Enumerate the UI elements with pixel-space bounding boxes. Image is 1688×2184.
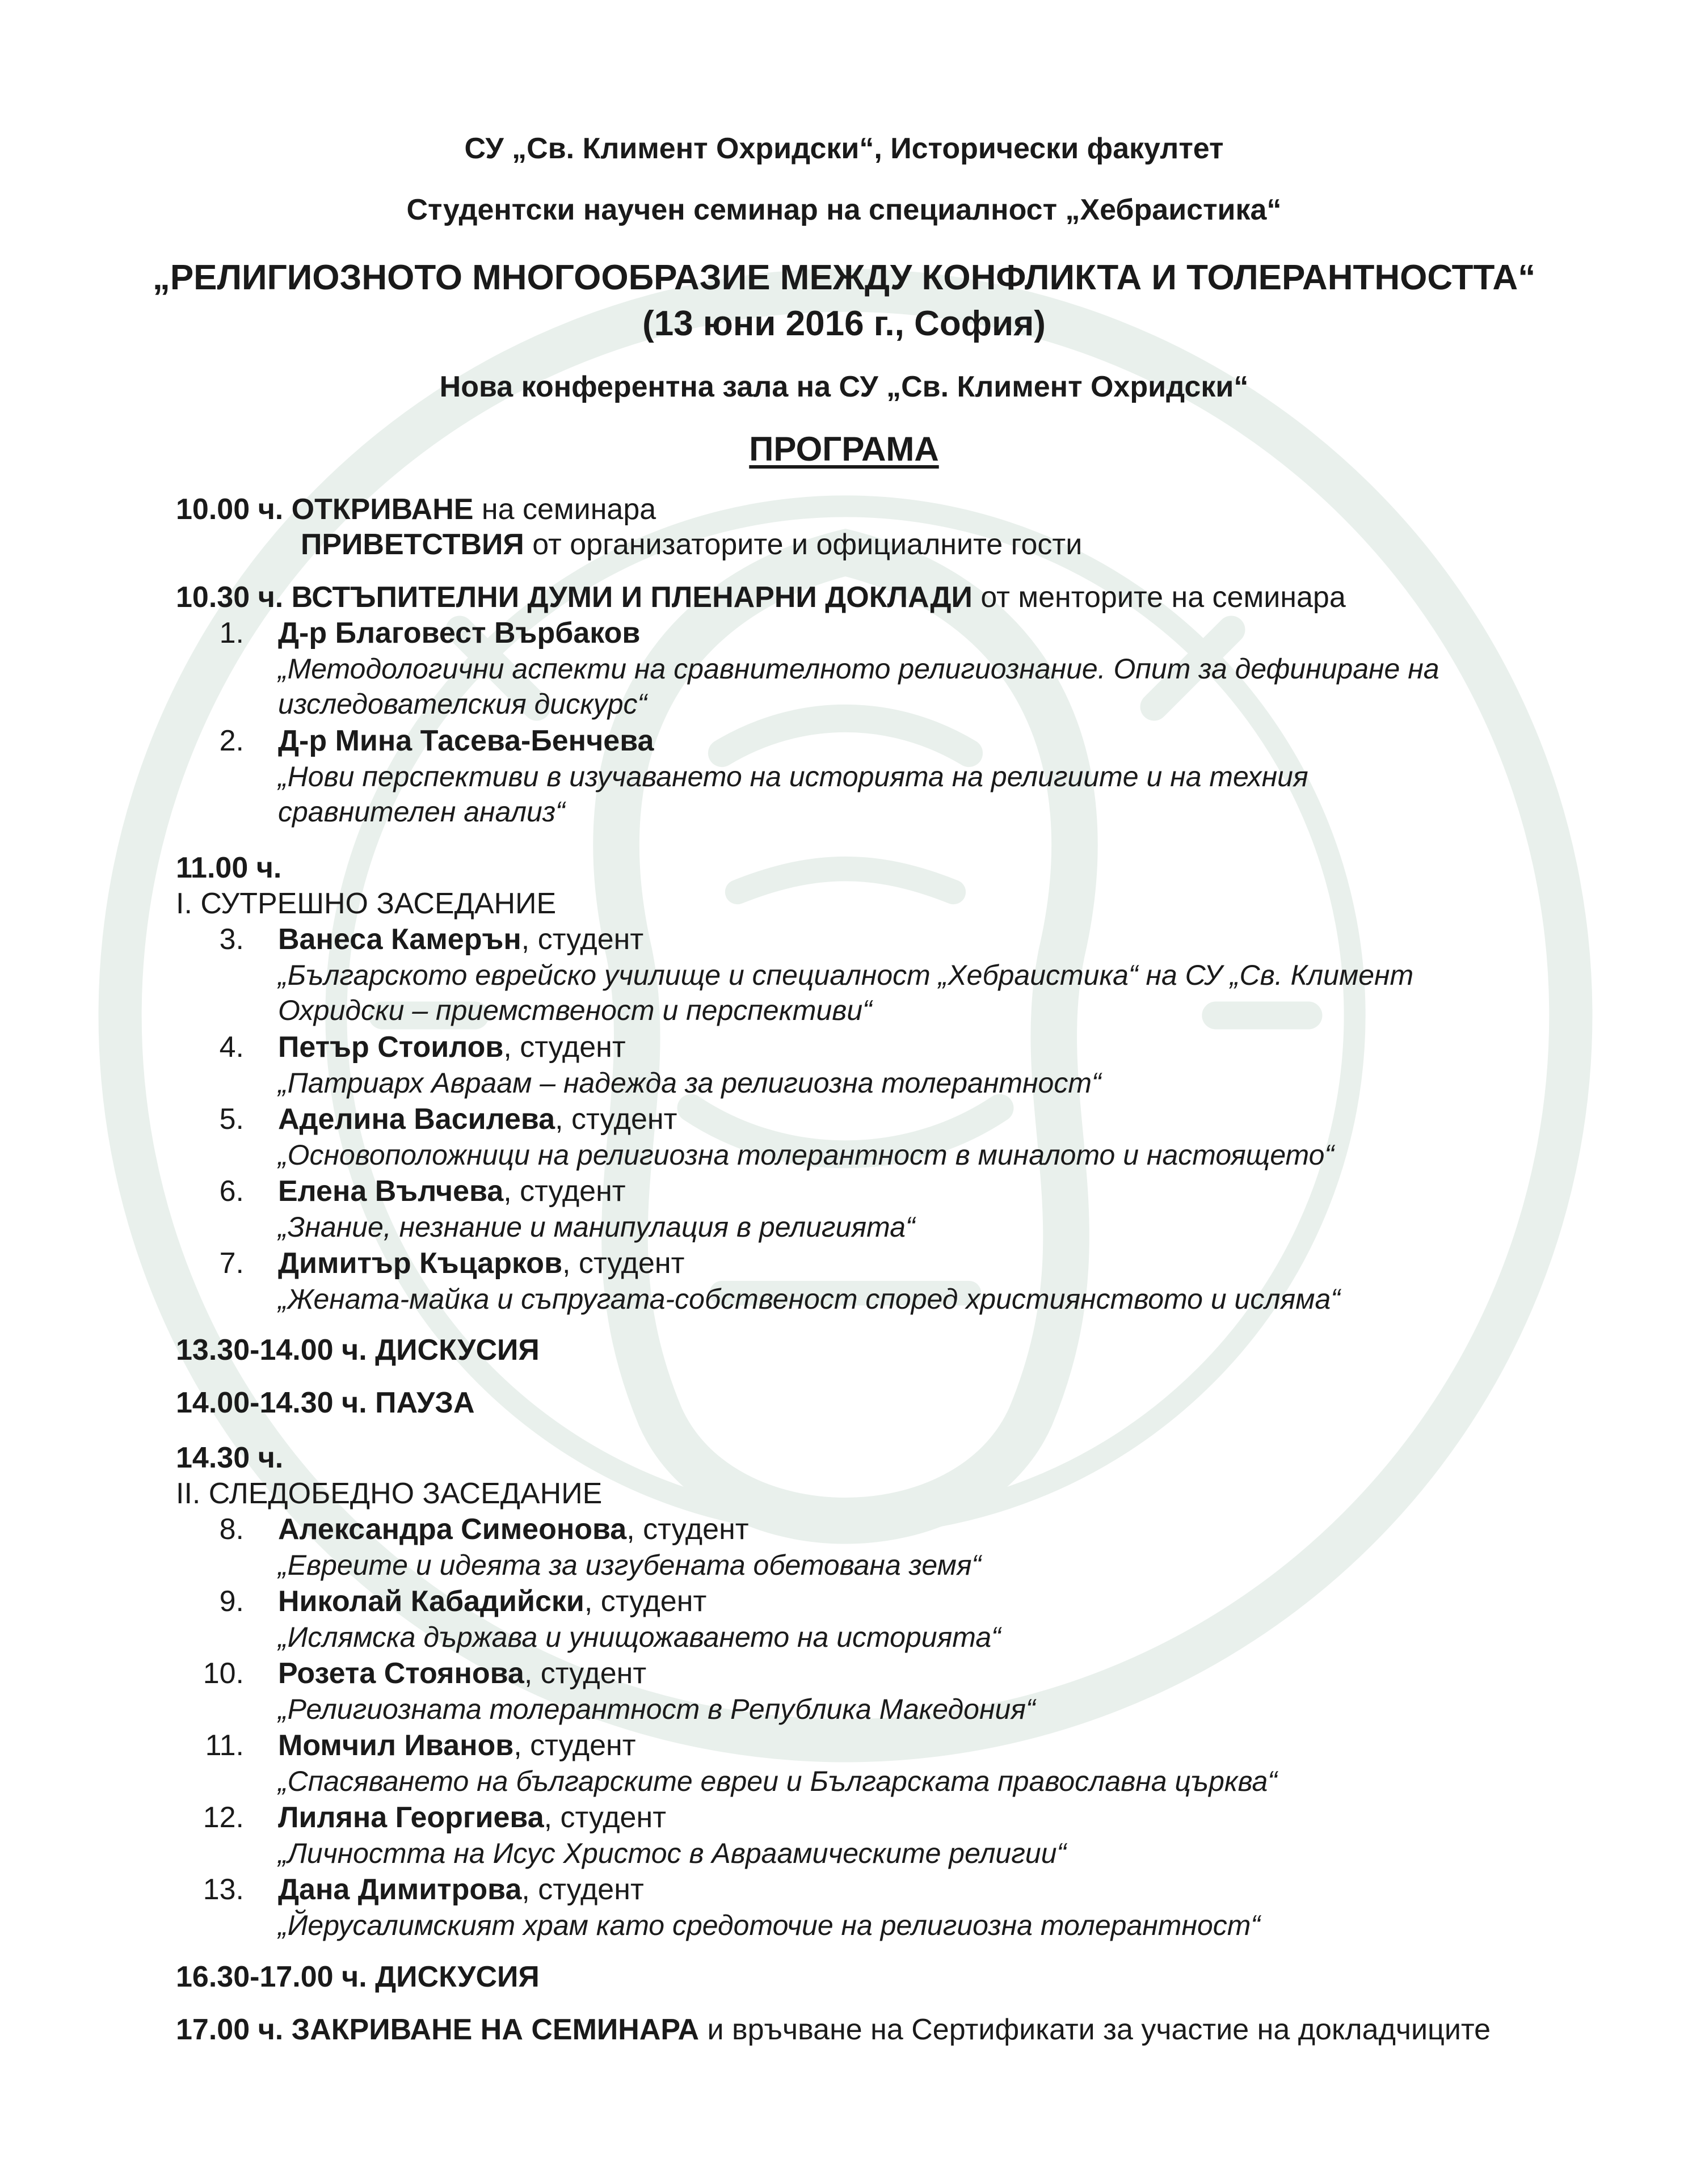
talk-speaker-line	[278, 1246, 684, 1280]
talk-number: 4.	[219, 1031, 244, 1064]
talk-title-line: „Личността на Исус Христос в Авраамическите религии“	[278, 1837, 1067, 1869]
university-heading: СУ „Св. Климент Охридски“, Исторически факултет	[464, 132, 1224, 165]
talk-speaker-line	[278, 1873, 644, 1907]
talk-title-line: „Ислямска държава и унищожаването на историята“	[278, 1621, 1001, 1653]
talk-number: 7.	[219, 1247, 244, 1280]
program-title: ПРОГРАМА	[749, 430, 939, 468]
talk-number: 6.	[219, 1175, 244, 1208]
talk-title-line: Охридски – приемственост и перспективи“	[278, 994, 872, 1026]
greetings-label: ПРИВЕТСТВИЯ	[301, 528, 524, 561]
talk-speaker-line	[278, 1030, 626, 1064]
talk-title-line: „Знание, незнание и манипулация в религията“	[278, 1211, 915, 1243]
talk-role: , студент	[513, 1729, 636, 1762]
talk-speaker: Лиляна Георгиева	[278, 1801, 544, 1834]
talk-role: , студент	[521, 923, 644, 956]
talk-speaker-line	[278, 1656, 646, 1690]
talk-role: , студент	[503, 1175, 626, 1208]
talk-speaker-line	[278, 1728, 636, 1763]
plenary-time: 10.30 ч.	[176, 581, 284, 614]
talk-speaker-line	[278, 1102, 677, 1136]
talk-speaker: Александра Симеонова	[278, 1513, 627, 1546]
talk-speaker: Дана Димитрова	[278, 1873, 522, 1906]
talk-speaker-line	[278, 1801, 666, 1835]
talk-speaker: Д-р Благовест Върбаков	[278, 617, 641, 650]
talk-title-line: „Основоположници на религиозна толерантност в миналото и настоящето“	[278, 1139, 1335, 1171]
event-date-place: (13 юни 2016 г., София)	[642, 304, 1046, 343]
opening-line	[176, 492, 656, 526]
talk-speaker: Николай Кабадийски	[278, 1585, 584, 1618]
talk-title-line: „Жената-майка и съпругата-собственост според християнството и исляма“	[278, 1283, 1340, 1315]
talk-number: 8.	[219, 1513, 244, 1546]
talk-number: 9.	[219, 1585, 244, 1618]
talk-number: 5.	[219, 1103, 244, 1136]
talk-title-line: „Патриарх Авраам – надежда за религиозна толерантност“	[278, 1067, 1101, 1099]
talk-speaker-line	[278, 1584, 706, 1618]
morning-session-label: I. СУТРЕШНО ЗАСЕДАНИЕ	[176, 887, 557, 920]
talk-speaker: Д-р Мина Тасева-Бенчева	[278, 724, 654, 757]
closing-rest: и връчване на Сертификати за участие на докладчиците	[699, 2013, 1491, 2046]
closing-label: 17.00 ч. ЗАКРИВАНЕ НА СЕМИНАРА	[176, 2013, 700, 2046]
talk-role: , студент	[626, 1513, 749, 1546]
talk-title-line: „Методологични аспекти на сравнителното религиознание. Опит за дефиниране на	[278, 653, 1439, 685]
talk-speaker-line	[278, 922, 643, 956]
talk-title-line: „Българското еврейско училище и специалност „Хебраистика“ на СУ „Св. Климент	[278, 959, 1414, 991]
closing-line	[176, 2013, 1491, 2047]
talk-title-line: „Евреите и идеята за изгубената обетована земя“	[278, 1549, 982, 1581]
event-venue: Нова конферентна зала на СУ „Св. Климент Охридски“	[439, 370, 1249, 403]
talk-number: 11.	[205, 1729, 244, 1762]
afternoon-time: 14.30 ч.	[176, 1441, 284, 1474]
talk-number: 2.	[219, 724, 244, 757]
talk-number: 1.	[219, 617, 244, 650]
event-title: „РЕЛИГИОЗНОТО МНОГООБРАЗИЕ МЕЖДУ КОНФЛИКТА И ТОЛЕРАНТНОСТТА“	[152, 258, 1536, 297]
talk-speaker: Аделина Василева	[278, 1103, 555, 1136]
talk-speaker-line	[278, 1174, 626, 1208]
talk-role: , студент	[562, 1247, 685, 1280]
pause: 14.00-14.30 ч. ПАУЗА	[176, 1386, 475, 1419]
talk-speaker: Петър Стоилов	[278, 1031, 504, 1064]
talk-speaker: Ванеса Камерън	[278, 923, 521, 956]
discussion-1: 13.30-14.00 ч. ДИСКУСИЯ	[176, 1334, 540, 1367]
opening-time: 10.00 ч.	[176, 493, 284, 526]
talk-number: 3.	[219, 923, 244, 956]
talk-title-line: „Спасяването на българските евреи и Българската православна църква“	[278, 1765, 1277, 1797]
talk-role: , студент	[521, 1873, 644, 1906]
talk-number: 12.	[203, 1801, 244, 1834]
opening-label: ОТКРИВАНЕ	[291, 493, 474, 526]
talk-role: , студент	[524, 1657, 647, 1690]
talk-title-line: изследователския дискурс“	[278, 688, 647, 720]
discussion-2: 16.30-17.00 ч. ДИСКУСИЯ	[176, 1960, 540, 1993]
talk-role: , студент	[503, 1031, 626, 1064]
talk-title-line: сравнителен анализ“	[278, 796, 565, 828]
greetings-rest: от организаторите и официалните гости	[532, 528, 1083, 561]
talk-number: 13.	[203, 1873, 244, 1906]
morning-time: 11.00 ч.	[176, 851, 282, 884]
talk-title-line: „Нови перспективи в изучаването на историята на религиите и на техния	[278, 761, 1308, 792]
talk-speaker: Елена Вълчева	[278, 1175, 504, 1208]
opening-rest: на семинара	[481, 493, 656, 526]
plenary-rest: от менторите на семинара	[980, 581, 1346, 614]
talk-speaker: Розета Стоянова	[278, 1657, 524, 1690]
talk-title-line: „Религиозната толерантност в Република Македония“	[278, 1693, 1035, 1725]
afternoon-session-label: II. СЛЕДОБЕДНО ЗАСЕДАНИЕ	[176, 1477, 603, 1510]
plenary-line	[176, 580, 1346, 614]
talk-role: , студент	[584, 1585, 707, 1618]
talk-role: , студент	[544, 1801, 667, 1834]
talk-speaker: Димитър Къцарков	[278, 1247, 563, 1280]
greetings-line	[301, 528, 1082, 562]
talk-speaker: Момчил Иванов	[278, 1729, 514, 1762]
talk-title-line: „Йерусалимският храм като средоточие на религиозна толерантност“	[278, 1909, 1261, 1941]
talk-speaker-line	[278, 1512, 749, 1546]
talk-number: 10.	[203, 1657, 244, 1690]
talk-role: , студент	[555, 1103, 677, 1136]
seminar-heading: Студентски научен семинар на специалност „Хебраистика“	[406, 193, 1282, 226]
plenary-label: ВСТЪПИТЕЛНИ ДУМИ И ПЛЕНАРНИ ДОКЛАДИ	[291, 581, 973, 614]
